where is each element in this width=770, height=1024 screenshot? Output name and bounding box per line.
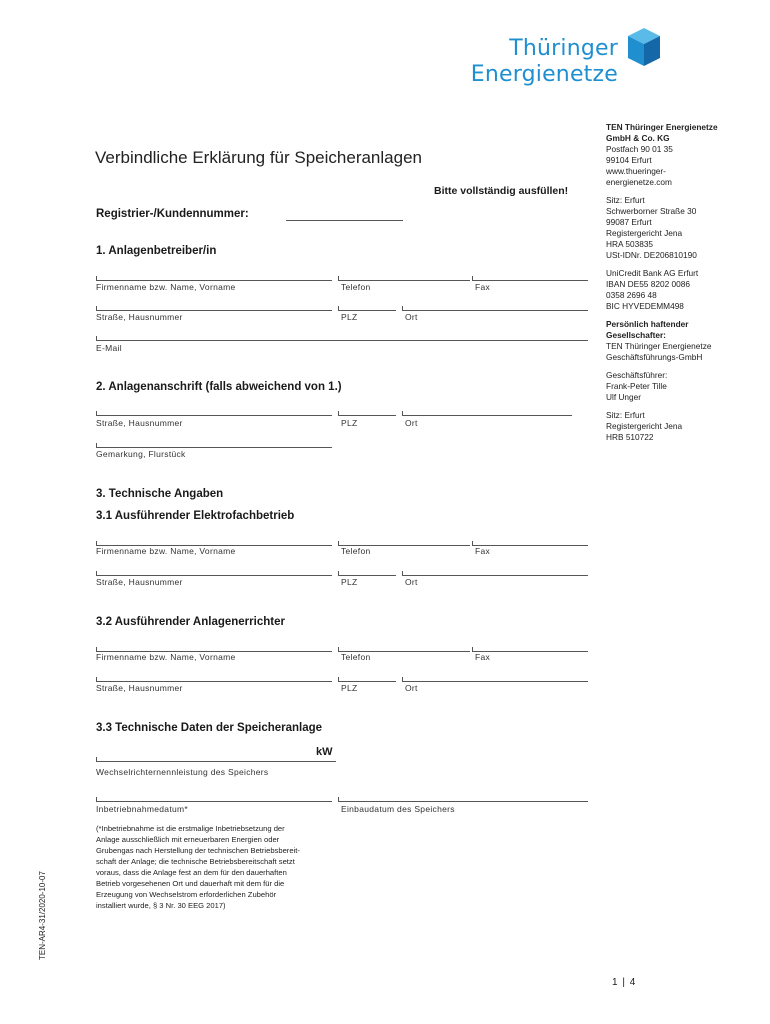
field-tick (338, 276, 339, 280)
strasse-field-32[interactable] (96, 681, 332, 682)
footnote-line: installiert wurde, § 3 Nr. 30 EEG 2017) (96, 901, 226, 910)
telefon-label: Telefon (341, 652, 371, 662)
page-number: 1 | 4 (612, 977, 637, 988)
field-tick (96, 411, 97, 415)
footnote-line: voraus, dass die Anlage fest an dem für den dauerhaften (96, 868, 287, 877)
plz-label: PLZ (341, 577, 358, 587)
section-1-heading: 1. Anlagenbetreiber/in (96, 245, 217, 257)
fax-label: Fax (475, 546, 491, 556)
hra: HRA 503835 (606, 239, 654, 249)
firma-label: Firmenname bzw. Name, Vorname (96, 652, 236, 662)
field-tick (96, 336, 97, 340)
plz-field-31[interactable] (338, 575, 396, 576)
footnote-line: schaft der Anlage; die technische Betriebsbereitschaft setzt (96, 857, 295, 866)
post-city: 99104 Erfurt (606, 155, 652, 165)
gemarkung-label: Gemarkung, Flurstück (96, 449, 186, 459)
fax-label: Fax (475, 282, 491, 292)
ort-label: Ort (405, 418, 418, 428)
field-tick (96, 541, 97, 545)
logo-line-1: Thüringer (509, 36, 618, 61)
fill-notice: Bitte vollständig ausfüllen! (434, 185, 569, 197)
sitz-2: Sitz: Erfurt (606, 410, 645, 420)
partner-1: TEN Thüringer Energienetze (606, 341, 712, 351)
postfach: Postfach 90 01 35 (606, 144, 673, 154)
company-sidebar (606, 122, 766, 450)
ort-label: Ort (405, 683, 418, 693)
inbetrieb-field[interactable] (96, 801, 332, 802)
field-tick (338, 677, 339, 681)
registration-field[interactable] (286, 220, 403, 221)
field-tick (96, 757, 97, 761)
ort-label: Ort (405, 312, 418, 322)
fax-label: Fax (475, 652, 491, 662)
company-name-2: GmbH & Co. KG (606, 133, 670, 143)
partner-title-2: Gesellschafter: (606, 330, 666, 340)
logo-text (462, 36, 618, 88)
footnote (96, 823, 346, 911)
field-tick (338, 571, 339, 575)
ust-id: USt-IDNr. DE206810190 (606, 250, 697, 260)
footnote-line: Anlage ausschließlich mit erneuerbaren Energien oder (96, 835, 280, 844)
gemarkung-field[interactable] (96, 447, 332, 448)
page-title: Verbindliche Erklärung für Speicheranlagen (95, 148, 422, 167)
firma-label: Firmenname bzw. Name, Vorname (96, 546, 236, 556)
field-tick (402, 677, 403, 681)
section-3-3-heading: 3.3 Technische Daten der Speicheranlage (96, 722, 323, 734)
ort-field-2[interactable] (402, 415, 572, 416)
firma-field-1[interactable] (96, 280, 332, 281)
inbetrieb-label: Inbetriebnahmedatum* (96, 804, 188, 814)
einbau-field[interactable] (338, 801, 588, 802)
company-name-1: TEN Thüringer Energienetze (606, 122, 718, 132)
bank: UniCredit Bank AG Erfurt (606, 268, 699, 278)
iban-2: 0358 2696 48 (606, 290, 657, 300)
ort-field-32[interactable] (402, 681, 588, 682)
plz-field-32[interactable] (338, 681, 396, 682)
field-tick (96, 276, 97, 280)
field-tick (96, 571, 97, 575)
plz-label: PLZ (341, 312, 358, 322)
gf-title: Geschäftsführer: (606, 370, 668, 380)
strasse-field-31[interactable] (96, 575, 332, 576)
form-code: TEN-AR4-31/2020-10-07 (38, 871, 47, 960)
fax-field-1[interactable] (472, 280, 588, 281)
field-tick (402, 411, 403, 415)
strasse-label: Straße, Hausnummer (96, 312, 183, 322)
gf-2: Ulf Unger (606, 392, 642, 402)
field-tick (472, 647, 473, 651)
field-tick (402, 571, 403, 575)
strasse-label: Straße, Hausnummer (96, 577, 183, 587)
section-3-1-heading: 3.1 Ausführender Elektrofachbetrieb (96, 510, 295, 522)
field-tick (338, 411, 339, 415)
court-2: Registergericht Jena (606, 421, 683, 431)
field-tick (338, 306, 339, 310)
footnote-line: (*Inbetriebnahme ist die erstmalige Inbetriebsetzung der (96, 824, 285, 833)
field-tick (96, 306, 97, 310)
wechselrichter-label: Wechselrichternennleistung des Speichers (96, 767, 269, 777)
ort-field-31[interactable] (402, 575, 588, 576)
court: Registergericht Jena (606, 228, 683, 238)
field-tick (338, 647, 339, 651)
field-tick (402, 306, 403, 310)
iban-1: IBAN DE55 8202 0086 (606, 279, 690, 289)
partner-2: Geschäftsführungs-GmbH (606, 352, 703, 362)
strasse-label: Straße, Hausnummer (96, 683, 183, 693)
email-field[interactable] (96, 340, 588, 341)
plz-field-1[interactable] (338, 310, 396, 311)
footnote-line: Grubengas nach Herstellung der technischen Betriebsbereit- (96, 846, 300, 855)
logo-cube-icon (624, 26, 664, 70)
gf-1: Frank-Peter Tille (606, 381, 667, 391)
kw-unit: kW (316, 746, 333, 758)
footnote-line: Erzeugung von Wechselstrom erforderlichen Zubehör (96, 890, 277, 899)
field-tick (472, 541, 473, 545)
wechselrichter-field[interactable] (96, 761, 336, 762)
section-3-heading: 3. Technische Angaben (96, 488, 224, 500)
section-3-2-heading: 3.2 Ausführender Anlagenerrichter (96, 616, 285, 628)
email-label: E-Mail (96, 343, 122, 353)
strasse-field-1[interactable] (96, 310, 332, 311)
website-2[interactable]: energienetze.com (606, 177, 672, 187)
ort-label: Ort (405, 577, 418, 587)
field-tick (338, 541, 339, 545)
field-tick (472, 276, 473, 280)
hrb: HRB 510722 (606, 432, 654, 442)
city: 99087 Erfurt (606, 217, 652, 227)
registration-label: Registrier-/Kundennummer: (96, 208, 249, 220)
einbau-label: Einbaudatum des Speichers (341, 804, 455, 814)
field-tick (96, 647, 97, 651)
partner-title-1: Persönlich haftender (606, 319, 689, 329)
plz-label: PLZ (341, 418, 358, 428)
field-tick (96, 797, 97, 801)
sitz: Sitz: Erfurt (606, 195, 645, 205)
field-tick (96, 677, 97, 681)
section-2-heading: 2. Anlagenanschrift (falls abweichend von 1.) (96, 381, 342, 393)
footnote-line: Betrieb vorgesehenen Ort und dauerhaft mit dem für die (96, 879, 285, 888)
street: Schwerborner Straße 30 (606, 206, 697, 216)
plz-label: PLZ (341, 683, 358, 693)
telefon-label: Telefon (341, 282, 371, 292)
telefon-field-1[interactable] (338, 280, 470, 281)
strasse-field-2[interactable] (96, 415, 332, 416)
telefon-label: Telefon (341, 546, 371, 556)
logo-line-2: Energienetze (470, 62, 618, 87)
field-tick (96, 443, 97, 447)
plz-field-2[interactable] (338, 415, 396, 416)
strasse-label: Straße, Hausnummer (96, 418, 183, 428)
ort-field-1[interactable] (402, 310, 588, 311)
bic: BIC HYVEDEMM498 (606, 301, 684, 311)
website-1[interactable]: www.thueringer- (606, 166, 666, 176)
firma-label: Firmenname bzw. Name, Vorname (96, 282, 236, 292)
field-tick (338, 797, 339, 801)
